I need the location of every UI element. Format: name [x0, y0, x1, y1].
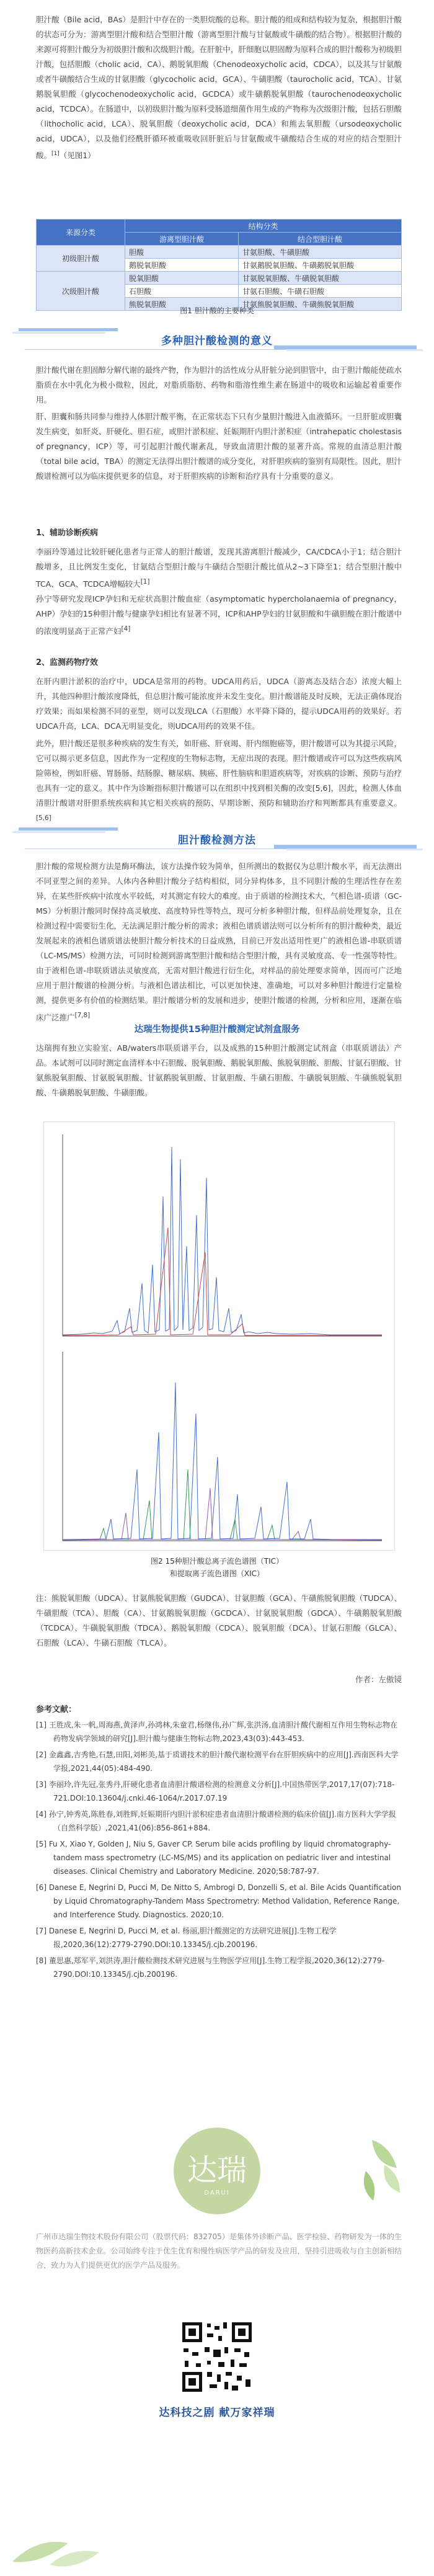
table-header-source: 来源分类: [37, 220, 125, 246]
company-intro: 广州市达瑞生物技术股份有限公司（股票代码：832705）是集体外诊断产品、医学检验、药物研发为一体的生物医药高新技术企业。公司始终专注于优生优育和慢性病医学产品的研发及应用，坚持引进吸收与自主创新相结合，致力为人们提供更优的医学产品及服务。: [36, 2232, 402, 2270]
table-header-free: 游离型胆汁酸: [125, 233, 239, 246]
citation: [1]: [51, 151, 60, 157]
decor-bar: [286, 349, 423, 351]
abbreviation-note: 注：熊脱氧胆酸（UDCA）、甘氨熊脱氧胆酸（GUDCA）、甘氨胆酸（GCA）、牛磺熊脱氧胆酸（TUDCA）、牛磺胆酸（TCA）、胆酸（CA）、甘氨鹅脱氧胆酸（GCDCA）、甘氨脱氧胆酸（GDCA）、牛磺鹅脱氧胆酸（TCDCA）、牛磺脱氧胆酸（TDCA）、鹅脱氧胆酸（CDCA）、脱氧胆酸（DCA）、甘氨石胆酸（GLCA）、石胆酸（LCA）、牛磺石胆酸（TLCA）。: [36, 1593, 402, 1647]
slogan: 达科技之剧 献万家祥瑞: [159, 2407, 275, 2419]
paragraph: 孙宁等研究发现ICP孕妇和无症状高胆汁酸血症（asymptomatic hypercholanaemia of pregnancy，AHP）孕妇的15种胆汁酸与健康孕妇相比有显著不同，ICP和AHP孕妇的甘氨胆酸和牛磺胆酸在胆汁酸谱中的浓度明显高于正常产妇[4]: [36, 594, 402, 636]
figure-caption: 和提取离子流色谱图（XIC）: [169, 1569, 265, 1578]
table-row: [37, 246, 402, 259]
references-list: [36, 1718, 402, 1984]
reference-item: [7] Danese E, Negrini D, Pucci M, et al. 杨丽,胆汁酸测定的方法研究进展[J].生物工程学报,2020,36(12):2779-2790.DOI:10.13345/j.cjb.200196.: [36, 1927, 337, 1949]
reference-item: [1] 王胜成,朱一帆,周海燕,黄泽声,孙鸿林,朱童君,杨继伟,孙广辉,张洪汤,血清胆汁酸代谢相互作用生物标志物在药物发病学领域的研究[J].胆汁酸与健康生物标志物,2023,43(03):443-453.: [36, 1721, 398, 1743]
logo-subtext: DARUI: [204, 2190, 230, 2196]
section-title: 胆汁酸检测方法: [178, 834, 256, 847]
table-cell: 鹅脱氧胆酸: [125, 259, 239, 272]
citation: [4]: [121, 625, 131, 633]
reference-item: [5] Fu X, Xiao Y, Golden J, Niu S, Gaver CP. Serum bile acids profiling by liquid chromatography-tandem mass spectrometry (LC-MS/MS) and its application on pediatric liver and intestinal diseases. Clinical Chemistry and Laboratory Medicine. 2020;58:787-97.: [36, 1840, 391, 1876]
section-header-significance: [0, 326, 434, 353]
reference-item: [6] Danese E, Negrini D, Pucci M, De Nitto S, Ambrogi D, Donzelli S, et al. Bile Acids Quantification by Liquid Chromatography-Tandem Mass Spectrometry: Method Validation, Reference Range, and Interference Study. Diagnostics. 2020;10.: [36, 1883, 402, 1919]
section-header-methods: [0, 825, 434, 852]
table-group-secondary: 次级胆汁酸: [37, 272, 125, 311]
company-logo: [174, 2128, 260, 2214]
intro-paragraph: 胆汁酸（Bile acid，BAs）是胆汁中存在的一类胆烷酸的总称。胆汁酸的组成和结构较为复杂，根据胆汁酸的状态可分为：游离型胆汁酸和结合型胆汁酸（游离型胆汁酸与甘氨酸或牛磺酸的结合物）。根据胆汁酸的来源可将胆汁酸分为初级胆汁酸和次级胆汁酸。在肝脏中，肝细胞以胆固醇为原料合成的胆汁酸称为初级胆汁酸，包括胆酸（cholic acid，CA）、鹅脱氧胆酸（Chenodeoxycholic acid，CDCA），以及其与甘氨酸或者牛磺酸结合生成的甘氨胆酸（glycocholic acid，GCA）、牛磺胆酸（taurocholic acid，TCA）、甘氨鹅脱氧胆酸（glycochenodeoxycholic acid，GCDCA）或牛磺鹅脱氧胆酸（taurochenodeoxycholic acid，TCDCA）。在肠道中，以初级胆汁酸为原料受肠道细菌作用生成的产物称为次级胆汁酸，包括石胆酸（lithocholic acid，LCA）、脱氧胆酸（deoxycholic acid，DCA）和熊去氧胆酸（ursodeoxycholic acid，UDCA），以及他们经酰肝循环被重吸收回肝脏后与甘氨酸或牛磺酸结合生成的对应的结合型胆汁酸。[1]（见图1）: [36, 15, 402, 161]
reference-item: [3] 李丽玲,许先冠,张秀丹,肝硬化患者血清胆汁酸谱检测的检测意义分析[J].中国热带医学,2017,17(07):718-721.DOI:10.13604/j.cnki.46-1064/r.2017.07.19: [36, 1780, 395, 1803]
paragraph: 在肝内胆汁淤积的治疗中，UDCA是常用的药物。UDCA用药后，UDCA（游离态及结合态）浓度大幅上升，其他四种胆汁酸浓度降低，但总胆汁酸可能浓度并未发生变化。胆汁酸谱能及时反映，无法正确体现治疗效果；而如果检测不同的亚型，则可以发现LCA（石胆酸）水平降下降的，提示UDCA用药的效果好。若UDCA升高，LCA、DCA无明显变化，则UDCA用药的效果不佳。: [36, 677, 402, 731]
references-title: 参考文献：: [36, 1705, 77, 1714]
decor-bar: [19, 827, 118, 831]
reference-item: [2] 金鑫鑫,吉秀艳,石慧,田阳,刘彬美,基于质谱技术的胆汁酸代谢检测平台在肝胆疾病中的应用[J].西南医科大学学报,2021,44(05):484-490.: [36, 1750, 399, 1773]
paragraph: 李丽玲等通过比较肝硬化患者与正常人的胆汁酸谱，发现其游离胆汁酸减少，CA/CDCA小于1；结合胆汁酸增多，且比例发生变化，甘氨结合型胆汁酸与牛磺结合型胆汁酸比值从2~3下降至1；结合型胆汁酸中TCA、GCA、TCDCA增幅较大[1]: [36, 547, 402, 589]
table-header-conjugated: 结合型胆汁酸: [239, 233, 402, 246]
subheading-monitoring: 2、监测药物疗效: [36, 658, 99, 667]
paragraph: 胆汁酸的常规检测方法是酶环酶法，该方法操作较为简单，但所测出的数据仅为总胆汁酸水平，而无法测出不同亚型之间的差异。人体内各种胆汁酸分子结构相似，同分异构体多，且不同胆汁酸的生理活性存在差异，在某些肝疾病中浓度水平较低，对其测定有较大的难度。由于质谱的检测技术大，气相色谱-质谱（GC-MS）分析胆汁酸同时保持高灵敏度、高度特异性等特点，现可分析多种胆汁酸，但样品前处理复杂，且在检测过程中需要衍生化，无法满足胆汁酸分析的需求；液相色谱质谱法则可以分析所有的胆汁酸种类，最近发展起来的液相色谱质谱法使胆汁酸分析技术的日益成熟，目前已开发出适用性更广的液相色谱-串联质谱（LC-MS/MS）检测方法，可同时检测到游离型胆汁酸和结合型胆汁酸，具有灵敏度高、专一性强等特性。由于液相色谱-串联质谱法灵敏度高，无需对胆汁酸进行衍生化，对样品的前处理要求简单，因而可广泛地应用于胆汁酸谱的检测分析。与液相色谱法相比，可以更加快速、准确地，可以对多种胆汁酸进行定量检测，提供更多有价值的检测结果。胆汁酸谱分析的发展和进步，使胆汁酸谱的检测，分析和应用，逐渐在临床广泛推广[7,8]: [36, 862, 402, 1023]
figure-caption: 图2 15种胆汁酸总离子流色谱图（TIC）: [151, 1557, 283, 1566]
paragraph: 达瑞拥有独立实验室、AB/waters串联质谱平台，以及成熟的15种胆汁酸测定试剂盒（串联质谱法）产品。本试剂可以同时测定血清样本中石胆酸、脱氧胆酸、鹅脱氧胆酸、熊脱氧胆酸、胆酸、甘氨石胆酸、甘氨熊脱氧胆酸、甘氨脱氧胆酸、甘氨鹅脱氧胆酸、甘氨胆酸、牛磺石胆酸、牛磺脱氧胆酸、牛磺熊脱氧胆酸、牛磺鹅脱氧胆酸、牛磺胆酸。: [36, 1043, 402, 1097]
table-cell: 甘氨鹅脱氧胆酸、牛磺鹅脱氧胆酸: [239, 259, 402, 272]
logo-text: 达瑞: [187, 2153, 247, 2188]
decor-bar: [19, 328, 118, 331]
paragraph: 此外，胆汁酸还是很多种疾病的发生有关，如肝癌、肝衰竭、肝内细胞癌等，胆汁酸谱可以为其提示风险，它可以揭示更多信息，因此作为一定程度的生物标志物，无症出现的表现。胆汁酸谱或许可以为这些疾病风险筛检，例如肝癌、胃肠肠、结肠腺、糖尿病、胰癌、肝性脑病和胆道疾病等，对疾病的诊断、预防与治疗也具有一定的意义。其中作为诊断指标胆汁酸谱可以在组织中找到相关酶的改变[5,6]，因此，检测人体血清胆汁酸谱对肝胆系统疾病和其它相关疾病的预防、早期诊断、预防和辅助治疗和判断都具有重要意义。[5,6]: [36, 739, 402, 822]
table-cell: 胆酸: [125, 246, 239, 259]
table-cell: 甘氨脱氧胆酸、牛磺脱氧胆酸: [239, 272, 402, 285]
table-cell: 脱氧胆酸: [125, 272, 239, 285]
table-cell: 石胆酸: [125, 285, 239, 298]
paragraph: 胆汁酸代谢在胆固醇分解代谢的最终产物，作为胆汁的活性成分从肝脏分泌到胆管中，由于胆汁酸能使疏水脂质在水中乳化为极小微粒，因此，对脂质脂肪、药物和脂溶性维生素在肠道中的吸收和运输起着重要作用。: [36, 365, 402, 404]
leaf-decoration-icon: [0, 2500, 434, 2568]
bile-acid-table: [36, 219, 402, 311]
table-caption: 图1 胆汁酸的主要种类: [180, 306, 254, 315]
citation: [1]: [140, 578, 150, 586]
table-cell: 熊脱氧胆酸: [125, 298, 239, 311]
qr-code-icon: [180, 2320, 254, 2394]
subheading-diagnosis: 1、辅助诊断疾病: [36, 528, 99, 538]
reference-item: [4] 孙宁,钟秀英,陈胜春,刘胜辉,妊娠期肝内胆汁淤积症患者血清胆汁酸谱检测的临床价值[J].南方医科大学学报（自然科学版）,2021,41(06):856-861+884.: [36, 1810, 396, 1832]
chromatogram-plot: [44, 1122, 394, 1550]
service-heading: 达瑞生物提供15种胆汁酸测定试剂盒服务: [134, 1025, 300, 1035]
reference-item: [8] 董思惠,郑军平,刘洪涛,胆汁酸检测技术研究进展与生物医学应用[J].生物工程学报,2020,36(12):2779-2790.DOI:10.13345/j.cjb.200196.: [36, 1956, 384, 1979]
table-header-structure: 结构分类: [125, 220, 402, 233]
table-cell: 甘氨石胆酸、牛磺石胆酸: [239, 285, 402, 298]
decor-bar: [286, 849, 423, 850]
table-cell: 甘氨熊脱氧胆酸、牛磺熊脱氧胆酸: [239, 298, 402, 311]
citation: [7,8]: [74, 1012, 91, 1019]
footer: [0, 2128, 434, 2574]
table-row: [37, 272, 402, 285]
table-group-primary: 初级胆汁酸: [37, 246, 125, 272]
paragraph: 肝、胆囊和肠共同参与维持人体胆汁酸平衡，在正常状态下只有少量胆汁酸进入血液循环。一旦肝脏或胆囊发生病变，如肝炎、肝硬化、胆石症，或胆汁淤积症、妊娠期肝内胆汁淤积症（intrahepatic cholestasis of pregnancy，ICP）等，可引起胆汁酸代谢紊乱，导致血清胆汁酸的显著升高。常规的血清总胆汁酸（total bile acid，TBA）的测定无法得出胆汁酸谱的成分变化，对肝胆疾病的鉴别有局限性。因此，胆汁酸谱检测可以为临床提供更多的信息，对于肝胆疾病的诊断和治疗具有十分重要的意义。: [36, 412, 402, 481]
chromatogram-figure: [43, 1121, 395, 1551]
citation: [5,6]: [36, 814, 51, 822]
author: 作者：左傲镜: [355, 1675, 402, 1684]
section-title: 多种胆汁酸检测的意义: [161, 335, 273, 347]
table-cell: 甘氨胆酸、牛磺胆酸: [239, 246, 402, 259]
